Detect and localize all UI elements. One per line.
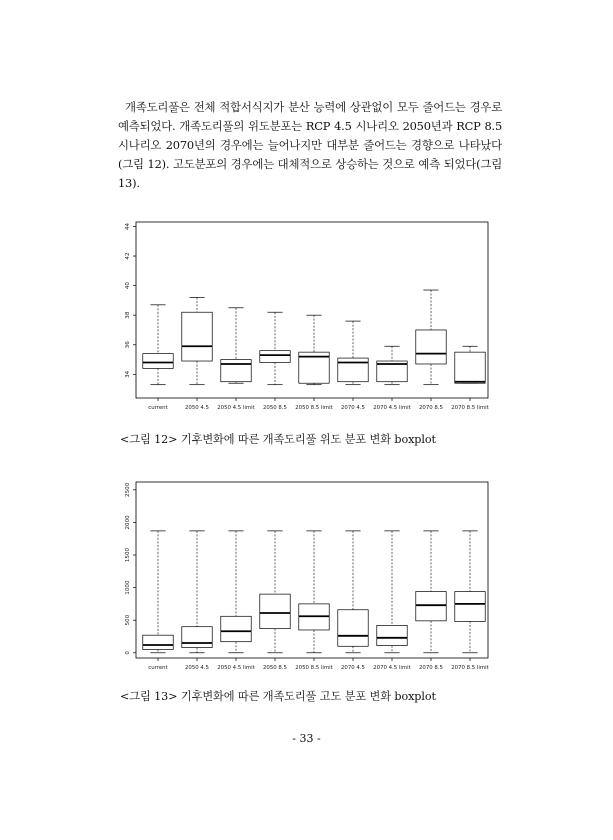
latitude-boxplot-svg <box>120 218 491 416</box>
x-tick-label: 2070 8.5 <box>418 405 444 411</box>
iqr-box <box>182 627 212 648</box>
y-tick-label: 0 <box>125 651 131 655</box>
altitude-boxplot-svg <box>120 478 491 676</box>
x-tick-label: 2070 4.5 <box>340 405 366 411</box>
iqr-box <box>416 592 446 621</box>
x-tick-label: 2050 8.5 limit <box>295 665 333 671</box>
x-tick-label: 2070 8.5 <box>418 665 444 671</box>
figure-12-caption: <그림 12> 기후변화에 따른 개족도리풀 위도 분포 변화 boxplot <box>120 433 436 446</box>
x-tick-label: 2050 8.5 limit <box>295 405 333 411</box>
box-6 <box>377 346 407 384</box>
x-tick-label: 2050 4.5 <box>184 665 210 671</box>
iqr-box <box>182 312 212 361</box>
iqr-box <box>416 330 446 364</box>
box-5 <box>338 321 368 385</box>
iqr-box <box>455 352 485 383</box>
box-4 <box>299 531 329 653</box>
box-3 <box>260 531 290 653</box>
iqr-box <box>260 351 290 363</box>
y-tick-label: 44 <box>125 222 131 230</box>
x-tick-label: 2050 8.5 <box>262 405 288 411</box>
body-paragraph <box>118 98 502 193</box>
figure-13-caption: <그림 13> 기후변화에 따른 개족도리풀 고도 분포 변화 boxplot <box>120 690 436 703</box>
box-3 <box>260 312 290 384</box>
x-tick-label: 2070 8.5 limit <box>451 405 489 411</box>
y-tick-label: 2000 <box>125 515 131 530</box>
box-0 <box>143 305 173 385</box>
iqr-box <box>455 592 485 622</box>
x-tick-label: 2050 4.5 limit <box>217 405 255 411</box>
x-tick-label: 2050 4.5 limit <box>217 665 255 671</box>
box-8 <box>455 531 485 653</box>
x-tick-label: 2070 8.5 limit <box>451 665 489 671</box>
box-6 <box>377 531 407 653</box>
x-tick-label: current <box>148 665 168 671</box>
page-number: - 33 - <box>292 732 321 745</box>
iqr-box <box>338 610 368 647</box>
y-tick-label: 2500 <box>125 482 131 497</box>
altitude-boxplot-chart <box>120 478 491 676</box>
y-tick-label: 42 <box>125 252 131 260</box>
paragraph-text: 개족도리풀은 전체 적합서식지가 분산 능력에 상관없이 모두 줄어드는 경우로 예측되었다. 개족도리풀의 위도분포는 RCP 4.5 시나리오 2050년과 RCP 8.5 시나리오 2070년의 경우에는 늘어나지만 대부분 줄어드는 경향으로 나타났다(그림 12). 고도분포의 경우에는 대체적으로 상승하는 것으로 예측 되었다(그림 13). <box>118 100 502 190</box>
y-tick-label: 1500 <box>125 547 131 563</box>
box-1 <box>182 297 212 384</box>
x-tick-label: 2050 8.5 <box>262 665 288 671</box>
x-tick-label: 2070 4.5 <box>340 665 366 671</box>
box-8 <box>455 346 485 383</box>
x-tick-label: current <box>148 405 168 411</box>
y-tick-label: 1000 <box>125 580 131 595</box>
iqr-box <box>143 354 173 369</box>
box-7 <box>416 531 446 653</box>
iqr-box <box>143 635 173 649</box>
iqr-box <box>221 616 251 641</box>
y-tick-label: 36 <box>125 341 131 349</box>
box-2 <box>221 531 251 653</box>
x-tick-label: 2070 4.5 limit <box>373 405 411 411</box>
y-tick-label: 40 <box>125 282 131 290</box>
box-1 <box>182 531 212 653</box>
box-7 <box>416 290 446 385</box>
latitude-boxplot-chart <box>120 218 491 416</box>
y-tick-label: 38 <box>125 311 131 319</box>
box-5 <box>338 531 368 653</box>
x-tick-label: 2050 4.5 <box>184 405 210 411</box>
iqr-box <box>377 625 407 645</box>
box-2 <box>221 308 251 383</box>
iqr-box <box>221 360 251 382</box>
y-tick-label: 34 <box>125 370 131 378</box>
y-tick-label: 500 <box>125 614 131 626</box>
box-0 <box>143 531 173 653</box>
x-tick-label: 2070 4.5 limit <box>373 665 411 671</box>
iqr-box <box>260 594 290 629</box>
box-4 <box>299 315 329 385</box>
